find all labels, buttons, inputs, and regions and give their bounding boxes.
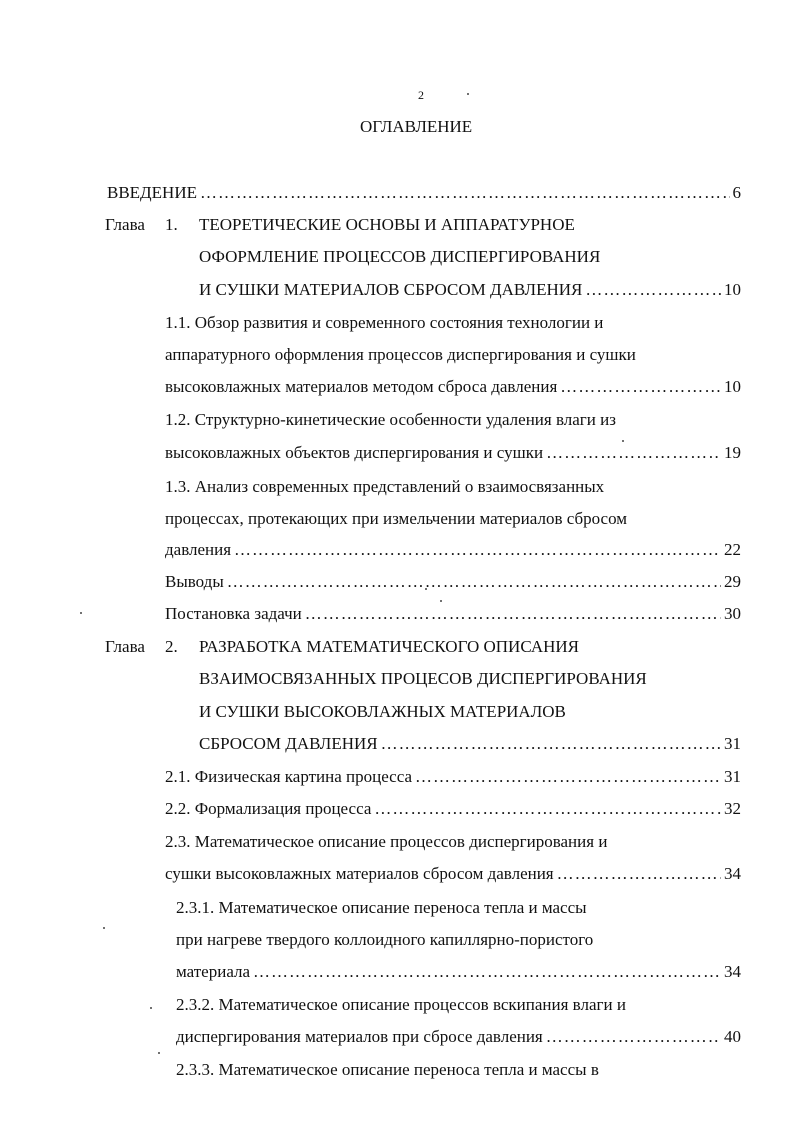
subsection-line: диспергирования материалов при сбросе давления xyxy=(176,1027,543,1046)
scan-speck xyxy=(467,93,469,95)
toc-entry-page: 19 xyxy=(724,443,741,462)
chapter-title-line[interactable]: РАЗРАБОТКА МАТЕМАТИЧЕСКОГО ОПИСАНИЯ xyxy=(199,637,579,656)
chapter-prefix: Глава xyxy=(105,637,145,656)
toc-entry-2-3[interactable] xyxy=(165,864,741,884)
page-number: 2 xyxy=(418,88,424,102)
leader-dots xyxy=(374,799,721,819)
scan-speck xyxy=(425,588,427,590)
leader-dots xyxy=(415,767,721,787)
toc-entry-2-3-2[interactable] xyxy=(176,1027,741,1047)
leader-dots xyxy=(305,604,721,624)
leader-dots xyxy=(227,572,721,592)
toc-entry-2-2[interactable] xyxy=(165,799,741,819)
leader-dots xyxy=(546,1027,721,1047)
scan-speck xyxy=(440,600,442,602)
toc-entry-page: 32 xyxy=(724,799,741,818)
toc-entry-problem-statement[interactable] xyxy=(165,604,741,624)
leader-dots xyxy=(585,280,721,300)
chapter-title-line: И СУШКИ МАТЕРИАЛОВ СБРОСОМ ДАВЛЕНИЯ xyxy=(199,280,583,299)
chapter-title-line[interactable]: ОФОРМЛЕНИЕ ПРОЦЕССОВ ДИСПЕРГИРОВАНИЯ xyxy=(199,247,601,266)
toc-entry-page: 22 xyxy=(724,540,741,559)
toc-entry-chapter-1[interactable] xyxy=(199,280,741,300)
scan-speck xyxy=(103,927,105,929)
chapter-title-line: СБРОСОМ ДАВЛЕНИЯ xyxy=(199,734,378,753)
subsection-line: материала xyxy=(176,962,251,981)
toc-entry-2-3-1[interactable] xyxy=(176,962,741,982)
section-line: сушки высоковлажных материалов сбросом давления xyxy=(165,864,554,883)
chapter-title-line[interactable]: И СУШКИ ВЫСОКОВЛАЖНЫХ МАТЕРИАЛОВ xyxy=(199,702,566,721)
scan-speck xyxy=(150,1007,152,1009)
chapter-prefix: Глава xyxy=(105,215,145,234)
toc-entry-1-1[interactable] xyxy=(165,377,741,397)
section-line: высоковлажных объектов диспергирования и сушки xyxy=(165,443,544,462)
toc-entry-page: 31 xyxy=(724,734,741,753)
leader-dots xyxy=(546,443,721,463)
chapter-title-line[interactable]: ВЗАИМОСВЯЗАННЫХ ПРОЦЕСОВ ДИСПЕРГИРОВАНИЯ xyxy=(199,669,647,688)
section-line[interactable]: 1.2. Структурно-кинетические особенности удаления влаги из xyxy=(165,410,616,429)
leader-dots xyxy=(557,864,721,884)
chapter-number: 2. xyxy=(165,637,178,656)
toc-entry-2-1[interactable] xyxy=(165,767,741,787)
chapter-number: 1. xyxy=(165,215,178,234)
toc-entry-page: 29 xyxy=(724,572,741,591)
section-line[interactable]: 1.3. Анализ современных представлений о взаимосвязанных xyxy=(165,477,605,496)
toc-entry-page: 6 xyxy=(732,183,741,202)
section-line: Постановка задачи xyxy=(165,604,302,623)
toc-entry-page: 40 xyxy=(724,1027,741,1046)
toc-entry-page: 30 xyxy=(724,604,741,623)
toc-entry-intro[interactable] xyxy=(107,183,741,203)
toc-entry-chapter-2[interactable] xyxy=(199,734,741,754)
leader-dots xyxy=(200,183,730,203)
chapter-title-line[interactable]: ТЕОРЕТИЧЕСКИЕ ОСНОВЫ И АППАРАТУРНОЕ xyxy=(199,215,575,234)
scan-speck xyxy=(158,1052,160,1054)
toc-entry-page: 34 xyxy=(724,962,741,981)
section-line: Выводы xyxy=(165,572,224,591)
subsection-line[interactable]: 2.3.3. Математическое описание переноса тепла и массы в xyxy=(176,1060,599,1079)
leader-dots xyxy=(381,734,721,754)
section-line[interactable]: 2.3. Математическое описание процессов диспергирования и xyxy=(165,832,608,851)
toc-entry-page: 10 xyxy=(724,377,741,396)
section-line[interactable]: аппаратурного оформления процессов диспергирования и сушки xyxy=(165,345,636,364)
leader-dots xyxy=(560,377,721,397)
leader-dots xyxy=(234,540,721,560)
toc-entry-page: 31 xyxy=(724,767,741,786)
section-line: высоковлажных материалов методом сброса давления xyxy=(165,377,558,396)
section-line[interactable]: 1.1. Обзор развития и современного состояния технологии и xyxy=(165,313,604,332)
toc-entry-1-3[interactable] xyxy=(165,540,741,560)
toc-heading: ОГЛАВЛЕНИЕ xyxy=(360,117,473,136)
scan-speck xyxy=(80,612,82,614)
section-line: давления xyxy=(165,540,232,559)
toc-entry-page: 10 xyxy=(724,280,741,299)
toc-entry-1-2[interactable] xyxy=(165,443,741,463)
toc-entry-conclusions[interactable] xyxy=(165,572,741,592)
toc-entry-label: ВВЕДЕНИЕ xyxy=(107,183,197,202)
leader-dots xyxy=(253,962,721,982)
section-line[interactable]: процессах, протекающих при измельчении материалов сбросом xyxy=(165,509,628,528)
subsection-line[interactable]: при нагреве твердого коллоидного капиллярно-пористого xyxy=(176,930,594,949)
section-line: 2.1. Физическая картина процесса xyxy=(165,767,413,786)
subsection-line[interactable]: 2.3.2. Математическое описание процессов вскипания влаги и xyxy=(176,995,626,1014)
section-line: 2.2. Формализация процесса xyxy=(165,799,372,818)
scan-speck xyxy=(622,440,624,442)
toc-entry-page: 34 xyxy=(724,864,741,883)
subsection-line[interactable]: 2.3.1. Математическое описание переноса тепла и массы xyxy=(176,898,587,917)
